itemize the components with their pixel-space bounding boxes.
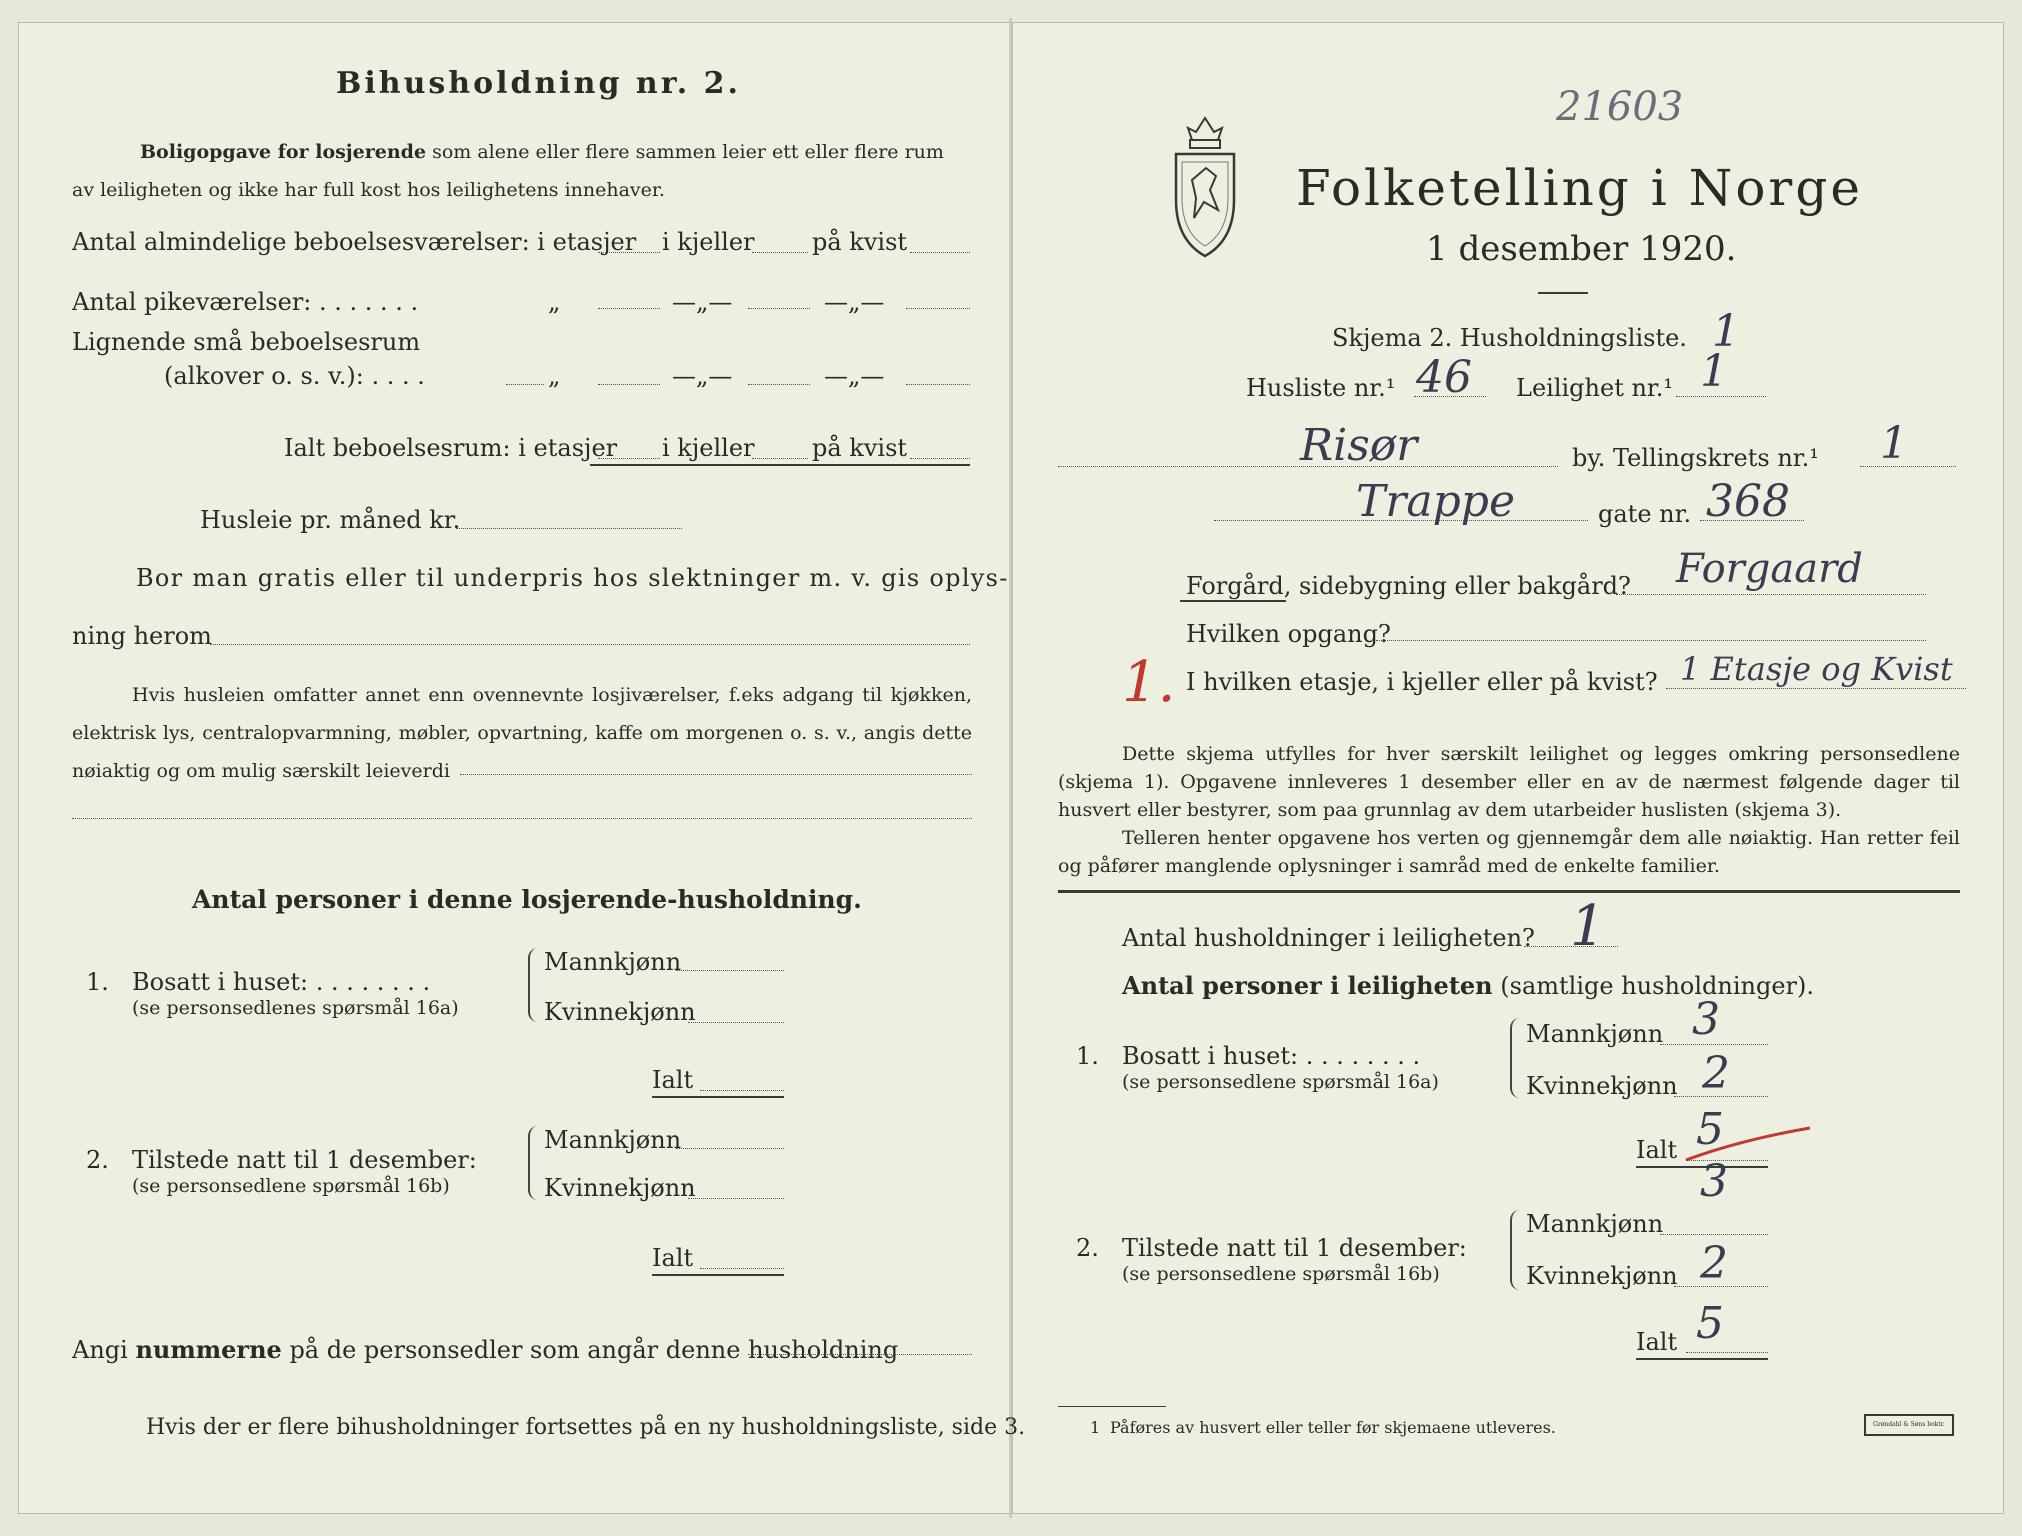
i-kjeller-label: i kjeller xyxy=(662,228,755,256)
right-s1-ialt-label: Ialt xyxy=(1636,1136,1678,1164)
right-s1-num: 1. xyxy=(1076,1042,1099,1070)
field-pike-kjeller[interactable] xyxy=(748,308,810,309)
skjema-label: Skjema 2. Husholdningsliste. xyxy=(1332,324,1687,352)
right-antal-rest: (samtlige husholdninger). xyxy=(1500,972,1815,1000)
intro-line2: av leiligheten og ikke har full kost hos leilighetens innehaver. xyxy=(72,179,665,201)
footnote-mark: 1 xyxy=(1090,1418,1101,1437)
forgard-label: Forgård, sidebygning eller bakgård? xyxy=(1186,572,1631,600)
field-alkover-kjeller[interactable] xyxy=(748,384,810,385)
angi-bold: nummerne xyxy=(135,1335,282,1364)
husliste-value: 46 xyxy=(1416,352,1472,403)
right-s1-mann-value: 3 xyxy=(1692,994,1720,1045)
hvis-paragraph: Hvis husleien omfatter annet enn ovennevnte losjiværelser, f.eks adgang til kjøkken, elektrisk lys, centralopvarmning, møbler, opvartning, kaffe om morgenen o. s. v., angis dette nøiaktig og om mulig særskilt leieverdi xyxy=(72,684,972,782)
field-kvist[interactable] xyxy=(910,252,970,253)
field-ialt-kvist[interactable] xyxy=(910,458,970,459)
right-s2-rule xyxy=(1636,1358,1768,1360)
skjema-value: 1 xyxy=(1712,306,1740,357)
ialt-rule xyxy=(590,464,970,466)
field-husleie[interactable] xyxy=(456,528,682,529)
gate-label: gate nr. xyxy=(1598,500,1692,528)
right-s1-ialt-value: 5 xyxy=(1696,1104,1724,1155)
right-s2-ialt-label: Ialt xyxy=(1636,1328,1678,1356)
field-left-s2-mann[interactable] xyxy=(676,1148,784,1149)
ditto-mark: „ xyxy=(548,288,561,316)
left-s1-rule xyxy=(652,1096,784,1098)
instructions-2: Telleren henter opgavene hos verten og gjennemgår dem alle nøiaktig. Han retter feil og påfører manglende oplysninger i samråd med de enkelte familier. xyxy=(1058,827,1960,877)
field-left-s1-mann[interactable] xyxy=(676,970,784,971)
leilighet-value: 1 xyxy=(1700,346,1728,397)
row-smaa-label: Lignende små beboelsesrum xyxy=(72,328,421,356)
right-s1-mann-label: Mannkjønn xyxy=(1526,1020,1664,1048)
left-s1-label: Bosatt i huset: . . . . . . . . xyxy=(132,968,431,996)
field-opgang[interactable] xyxy=(1376,640,1926,641)
intro-bold: Boligopgave for losjerende xyxy=(140,141,427,163)
by-label: by. Tellingskrets nr.¹ xyxy=(1572,444,1819,472)
angi-rest: på de personsedler som angår denne husholdning xyxy=(289,1336,899,1364)
right-s1-sub: (se personsedlene spørsmål 16a) xyxy=(1122,1071,1439,1093)
leilighet-label: Leilighet nr.¹ xyxy=(1516,374,1674,402)
gate-value: 368 xyxy=(1706,476,1790,527)
forgard-value: Forgaard xyxy=(1676,546,1863,592)
town-value: Risør xyxy=(1300,420,1418,471)
field-left-s2-ialt[interactable] xyxy=(700,1268,784,1269)
footnote-text: Påføres av husvert eller teller før skjemaene utleveres. xyxy=(1110,1418,1556,1437)
street-value: Trappe xyxy=(1356,476,1515,527)
forgard-underline xyxy=(1180,600,1286,602)
right-title: Folketelling i Norge xyxy=(1296,159,1863,217)
footnote-rule xyxy=(1058,1406,1166,1407)
right-date: 1 desember 1920. xyxy=(1426,229,1737,269)
left-footer: Hvis der er flere bihusholdninger fortsettes på en ny husholdningsliste, side 3. xyxy=(146,1415,1026,1440)
intro-rest: som alene eller flere sammen leier ett eller flere rum xyxy=(432,141,944,163)
field-leieverdi-2[interactable] xyxy=(72,818,972,819)
row-alkover-label: (alkover o. s. v.): . . . . xyxy=(164,362,425,390)
field-ialt-etasjer[interactable] xyxy=(598,458,660,459)
bor-line2: ning herom xyxy=(72,622,212,650)
right-s1-kvinne-label: Kvinnekjønn xyxy=(1526,1072,1678,1100)
row-rooms-label: Antal almindelige beboelsesværelser: i etasjer xyxy=(72,228,637,256)
field-krets[interactable] xyxy=(1860,466,1956,467)
right-s1-kvinne-value: 2 xyxy=(1702,1048,1730,1099)
right-antal-bold: Antal personer i leiligheten xyxy=(1122,971,1493,1000)
instructions-rule xyxy=(1058,890,1960,893)
left-s2-rule xyxy=(652,1274,784,1276)
field-alkover-etasjer[interactable] xyxy=(598,384,660,385)
instructions-1: Dette skjema utfylles for hver særskilt leilighet og legges omkring personsedlene (skjema 1). Opgavene innleveres 1 desember eller en av de nærmest følgende dager til husvert eller bestyrer, som paa grunnlag av dem utarbeider huslisten (skjema 3). xyxy=(1058,743,1960,821)
title-rule xyxy=(1538,292,1588,294)
field-left-s1-kvinne[interactable] xyxy=(688,1022,784,1023)
left-antal-heading: Antal personer i denne losjerende-husholdning. xyxy=(192,885,862,914)
husleie-label: Husleie pr. måned kr. xyxy=(200,506,461,534)
right-s1-label: Bosatt i huset: . . . . . . . . xyxy=(1122,1042,1421,1070)
ditto-dash-2: —„— xyxy=(824,288,885,316)
field-angi[interactable] xyxy=(748,1354,972,1355)
field-left-s2-kvinne[interactable] xyxy=(688,1198,784,1199)
right-s2-kvinne-label: Kvinnekjønn xyxy=(1526,1262,1678,1290)
printer-stamp: Grøndahl & Søns boktr. xyxy=(1864,1414,1954,1436)
left-s1-brace xyxy=(528,948,538,1022)
left-s2-sub: (se personsedlene spørsmål 16b) xyxy=(132,1175,450,1197)
etasje-red-mark: 1. xyxy=(1122,650,1176,715)
left-s2-label: Tilstede natt til 1 desember: xyxy=(132,1146,477,1174)
krets-value: 1 xyxy=(1880,418,1908,469)
field-forgard[interactable] xyxy=(1616,594,1926,595)
archive-number: 21603 xyxy=(1556,84,1684,130)
husholdninger-label: Antal husholdninger i leiligheten? xyxy=(1122,924,1535,952)
left-heading: Bihusholdning nr. 2. xyxy=(336,66,741,101)
ialt-rooms-label: Ialt beboelsesrum: i etasjer xyxy=(284,434,618,462)
field-right-s2-mann[interactable] xyxy=(1660,1234,1768,1235)
paa-kvist-label: på kvist xyxy=(812,228,908,256)
field-etasjer[interactable] xyxy=(598,252,660,253)
field-etasje[interactable] xyxy=(1666,688,1966,689)
bor-line1: Bor man gratis eller til underpris hos slektninger m. v. gis oplys- xyxy=(136,564,1009,592)
angi-pre: Angi xyxy=(72,1336,128,1364)
ialt-kjeller-label: i kjeller xyxy=(662,434,755,462)
ialt-kvist-label: på kvist xyxy=(812,434,908,462)
right-s2-kvinne-value: 2 xyxy=(1700,1238,1728,1289)
left-s2-num: 2. xyxy=(86,1146,109,1174)
left-s1-num: 1. xyxy=(86,968,109,996)
ditto-dash-3: —„— xyxy=(672,362,733,390)
left-s2-mann-label: Mannkjønn xyxy=(544,1126,682,1154)
field-right-s2-ialt[interactable] xyxy=(1686,1352,1768,1353)
field-ialt-kjeller[interactable] xyxy=(752,458,808,459)
right-s2-sub: (se personsedlene spørsmål 16b) xyxy=(1122,1263,1440,1285)
left-s2-brace xyxy=(528,1126,538,1200)
ditto-dash-4: —„— xyxy=(824,362,885,390)
left-s2-ialt-label: Ialt xyxy=(652,1244,694,1272)
ditto-mark-2: „ xyxy=(548,362,561,390)
field-leieverdi[interactable] xyxy=(460,774,972,775)
right-s2-label: Tilstede natt til 1 desember: xyxy=(1122,1234,1467,1262)
field-kjeller[interactable] xyxy=(752,252,808,253)
right-s2-num: 2. xyxy=(1076,1234,1099,1262)
left-s1-sub: (se personsedlenes spørsmål 16a) xyxy=(132,997,459,1019)
ditto-dash: —„— xyxy=(672,288,733,316)
left-s2-kvinne-label: Kvinnekjønn xyxy=(544,1174,696,1202)
left-s1-ialt-label: Ialt xyxy=(652,1066,694,1094)
row-pike-label: Antal pikeværelser: . . . . . . . xyxy=(72,288,419,316)
husliste-label: Husliste nr.¹ xyxy=(1246,374,1396,402)
left-s1-mann-label: Mannkjønn xyxy=(544,948,682,976)
field-left-s1-ialt[interactable] xyxy=(700,1090,784,1091)
right-s2-ialt-value: 5 xyxy=(1696,1298,1724,1349)
husholdninger-value: 1 xyxy=(1570,894,1606,959)
field-pike-kvist[interactable] xyxy=(906,308,970,309)
right-s2-mann-label: Mannkjønn xyxy=(1526,1210,1664,1238)
field-pike-etasjer[interactable] xyxy=(598,308,660,309)
etasje-value: 1 Etasje og Kvist xyxy=(1680,650,1953,688)
field-alkover-kvist[interactable] xyxy=(906,384,970,385)
coat-of-arms-icon xyxy=(1170,110,1240,260)
right-s1-brace xyxy=(1510,1018,1520,1098)
etasje-label: I hvilken etasje, i kjeller eller på kvist? xyxy=(1186,668,1658,696)
field-alkover-pre[interactable] xyxy=(506,384,544,385)
right-s1-ialt-correction: 3 xyxy=(1700,1156,1728,1207)
center-fold xyxy=(1009,18,1012,1518)
field-bor[interactable] xyxy=(210,644,970,645)
left-s1-kvinne-label: Kvinnekjønn xyxy=(544,998,696,1026)
opgang-label: Hvilken opgang? xyxy=(1186,620,1391,648)
right-s2-brace xyxy=(1510,1210,1520,1290)
